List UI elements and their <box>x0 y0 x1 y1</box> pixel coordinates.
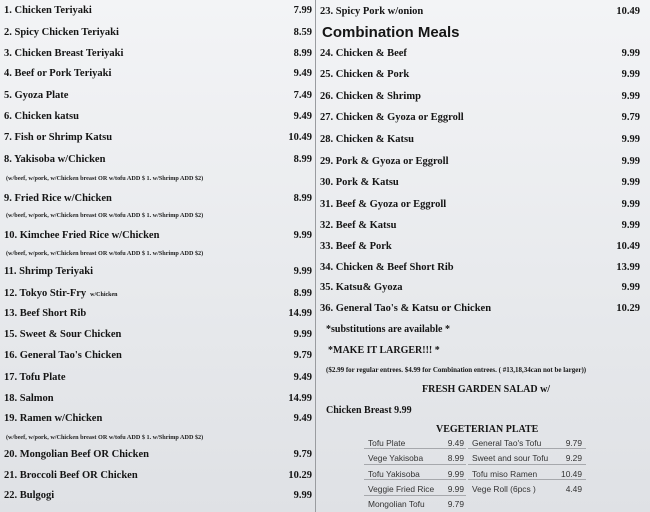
veg-name: Vege Roll (6pcs ) <box>472 484 536 494</box>
item-price: 8.99 <box>293 288 312 299</box>
item-name: 26. Chicken & Shrimp <box>320 91 421 102</box>
item-price: 7.99 <box>293 5 312 16</box>
item-name <box>4 288 118 299</box>
item-price: 9.49 <box>293 111 312 122</box>
item-name: 19. Ramen w/Chicken <box>4 413 103 424</box>
item-note: w/Chicken <box>90 292 118 298</box>
item-name: 30. Pork & Katsu <box>320 177 399 188</box>
item-price: 10.49 <box>288 132 312 143</box>
veg-name: Tofu Yakisoba <box>368 469 420 479</box>
veg-name: Sweet and sour Tofu <box>472 453 549 463</box>
item-price: 9.99 <box>621 48 640 59</box>
row-rule <box>364 448 466 449</box>
item-price: 9.99 <box>621 220 640 231</box>
item-price: 14.99 <box>288 393 312 404</box>
item-price: 7.49 <box>293 90 312 101</box>
item-price: 8.59 <box>293 27 312 38</box>
item-price: 9.49 <box>293 372 312 383</box>
veg-name: Vege Yakisoba <box>368 453 424 463</box>
item-price: 9.99 <box>621 69 640 80</box>
item-name: 5. Gyoza Plate <box>4 90 69 101</box>
item-name: 13. Beef Short Rib <box>4 308 87 319</box>
veg-name: Tofu miso Ramen <box>472 469 538 479</box>
item-price: 13.99 <box>616 262 640 273</box>
item-price: 8.99 <box>293 48 312 59</box>
item-price: 9.79 <box>293 449 312 460</box>
item-name: 28. Chicken & Katsu <box>320 134 414 145</box>
veg-price: 9.79 <box>565 438 582 448</box>
veg-price: 9.99 <box>447 484 464 494</box>
item-price: 8.99 <box>293 193 312 204</box>
item-name: 10. Kimchee Fried Rice w/Chicken <box>4 230 160 241</box>
item-price: 10.29 <box>288 470 312 481</box>
make-larger-note: *MAKE IT LARGER!!! * <box>328 345 440 356</box>
add-on-note: (w/beef, w/pork, w/Chicken breast OR w/tofu ADD $ 1. w/Shrimp ADD $2) <box>6 434 204 441</box>
item-price: 9.79 <box>293 350 312 361</box>
item-price: 8.99 <box>293 154 312 165</box>
veg-name: Veggie Fried Rice <box>368 484 435 494</box>
item-price: 9.99 <box>293 230 312 241</box>
item-name: 16. General Tao's Chicken <box>4 350 122 361</box>
veg-name: Mongolian Tofu <box>368 499 425 509</box>
item-name: 17. Tofu Plate <box>4 372 66 383</box>
item-name: 22. Bulgogi <box>4 490 55 501</box>
item-price: 9.99 <box>621 177 640 188</box>
add-on-note: (w/beef, w/pork, w/Chicken breast OR w/tofu ADD $ 1. w/Shrimp ADD $2) <box>6 175 204 182</box>
item-price: 10.29 <box>616 303 640 314</box>
veg-name: Tofu Plate <box>368 438 406 448</box>
row-rule <box>468 448 586 449</box>
veg-price: 10.49 <box>561 469 582 479</box>
row-rule <box>364 495 466 496</box>
item-name: 3. Chicken Breast Teriyaki <box>4 48 124 59</box>
item-price: 14.99 <box>288 308 312 319</box>
item-name: 4. Beef or Pork Teriyaki <box>4 68 112 79</box>
item-price: 9.99 <box>293 266 312 277</box>
item-name: 23. Spicy Pork w/onion <box>320 6 424 17</box>
item-price: 9.99 <box>293 329 312 340</box>
item-name: 21. Broccoli Beef OR Chicken <box>4 470 138 481</box>
item-price: 9.49 <box>293 68 312 79</box>
veg-price: 9.99 <box>447 469 464 479</box>
item-name: 15. Sweet & Sour Chicken <box>4 329 122 340</box>
item-name: 18. Salmon <box>4 393 54 404</box>
item-name: 29. Pork & Gyoza or Eggroll <box>320 156 449 167</box>
veg-price: 9.49 <box>447 438 464 448</box>
item-name: 2. Spicy Chicken Teriyaki <box>4 27 119 38</box>
item-name: 36. General Tao's & Katsu or Chicken <box>320 303 492 314</box>
item-name: 25. Chicken & Pork <box>320 69 410 80</box>
salad-heading: FRESH GARDEN SALAD w/ <box>422 384 551 395</box>
item-name: 33. Beef & Pork <box>320 241 392 252</box>
item-price: 9.79 <box>621 112 640 123</box>
add-on-note: (w/beef, w/pork, w/Chicken breast OR w/tofu ADD $ 1. w/Shrimp ADD $2) <box>6 212 204 219</box>
veg-name: General Tao's Tofu <box>472 438 542 448</box>
item-name: 1. Chicken Teriyaki <box>4 5 92 16</box>
item-price: 9.99 <box>621 134 640 145</box>
item-name: 35. Katsu& Gyoza <box>320 282 403 293</box>
veg-price: 8.99 <box>447 453 464 463</box>
combination-heading: Combination Meals <box>322 24 460 41</box>
item-price: 10.49 <box>616 6 640 17</box>
item-price: 9.99 <box>293 490 312 501</box>
item-price: 9.99 <box>621 282 640 293</box>
item-name: 31. Beef & Gyoza or Eggroll <box>320 199 447 210</box>
larger-pricing-note: ($2.99 for regular entrees. $4.99 for Combination entrees. ( #13,18,34can not be larger)) <box>326 366 587 374</box>
veg-price: 9.29 <box>565 453 582 463</box>
item-price: 9.99 <box>621 91 640 102</box>
item-name: 24. Chicken & Beef <box>320 48 407 59</box>
item-name: 6. Chicken katsu <box>4 111 79 122</box>
row-rule <box>364 464 466 465</box>
item-name: 20. Mongolian Beef OR Chicken <box>4 449 149 460</box>
row-rule <box>364 479 466 480</box>
row-rule <box>468 464 586 465</box>
item-price: 9.49 <box>293 413 312 424</box>
add-on-note: (w/beef, w/pork, w/Chicken breast OR w/tofu ADD $ 1. w/Shrimp ADD $2) <box>6 250 204 257</box>
item-name-text: 12. Tokyo Stir-Fry <box>4 288 87 299</box>
substitutions-note: *substitutions are available * <box>326 324 450 335</box>
item-name: 32. Beef & Katsu <box>320 220 397 231</box>
item-name: 7. Fish or Shrimp Katsu <box>4 132 113 143</box>
veg-price: 4.49 <box>565 484 582 494</box>
vegetarian-heading: VEGETERIAN PLATE <box>436 424 539 435</box>
item-price: 9.99 <box>621 156 640 167</box>
item-price: 9.99 <box>621 199 640 210</box>
item-name: 8. Yakisoba w/Chicken <box>4 154 106 165</box>
item-price: 10.49 <box>616 241 640 252</box>
row-rule <box>468 479 586 480</box>
veg-price: 9.79 <box>447 499 464 509</box>
item-name: 34. Chicken & Beef Short Rib <box>320 262 454 273</box>
item-name: 27. Chicken & Gyoza or Eggroll <box>320 112 464 123</box>
salad-item: Chicken Breast 9.99 <box>326 405 412 416</box>
item-name: 11. Shrimp Teriyaki <box>4 266 93 277</box>
column-divider <box>315 0 316 512</box>
item-name: 9. Fried Rice w/Chicken <box>4 193 112 204</box>
